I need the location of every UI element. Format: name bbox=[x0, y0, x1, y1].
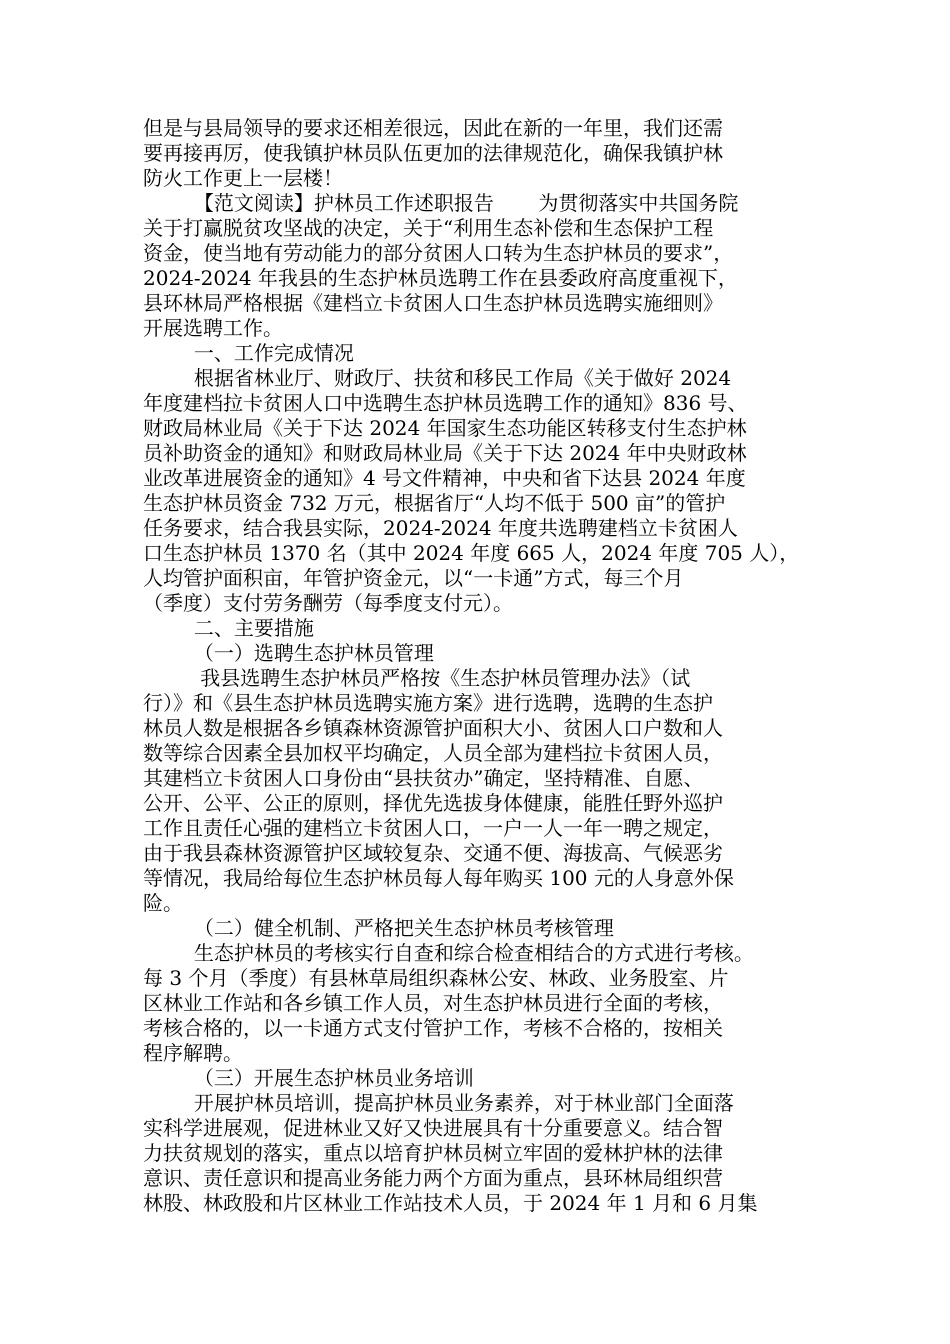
text-line: 关于打赢脱贫攻坚战的决定，关于“利用生态补偿和生态保护工程 bbox=[143, 216, 714, 240]
text-line: 考核合格的，以一卡通方式支付管护工作，考核不合格的，按相关 bbox=[143, 1016, 723, 1040]
text-line: 力扶贫规划的落实，重点以培育护林员树立牢固的爱林护林的法律 bbox=[143, 1141, 723, 1165]
text-line: 资金，使当地有劳动能力的部分贫困人口转为生态护林员的要求”， bbox=[143, 241, 734, 265]
text-line: （一）选聘生态护林员管理 bbox=[143, 641, 434, 665]
text-line: 任务要求，结合我县实际，2024-2024 年度共选聘建档立卡贫困人 bbox=[143, 516, 738, 540]
text-line: 生态护林员的考核实行自查和综合检查相结合的方式进行考核。 bbox=[143, 941, 754, 965]
text-line: 二、主要措施 bbox=[143, 616, 314, 640]
text-line: （三）开展生态护林员业务培训 bbox=[143, 1066, 474, 1090]
text-line: 年度建档拉卡贫困人口中选聘生态护林员选聘工作的通知》836 号、 bbox=[143, 391, 748, 415]
text-line: 每 3 个月（季度）有县林草局组织森林公安、林政、业务股室、片 bbox=[143, 966, 729, 990]
text-line: 员补助资金的通知》和财政局林业局《关于下达 2024 年中央财政林 bbox=[143, 441, 747, 465]
text-line: 县环林局严格根据《建档立卡贫困人口生态护林员选聘实施细则》 bbox=[143, 291, 723, 315]
text-line: 根据省林业厅、财政厅、扶贫和移民工作局《关于做好 2024 bbox=[143, 366, 732, 390]
text-line: 口生态护林员 1370 名（其中 2024 年度 665 人，2024 年度 705 人）， bbox=[143, 541, 800, 565]
text-line: 意识、责任意识和提高业务能力两个方面为重点，县环林局组织营 bbox=[143, 1166, 723, 1190]
text-line: 人均管护面积亩，年管护资金元，以“一卡通”方式，每三个月 bbox=[143, 566, 684, 590]
text-line: 由于我县森林资源管护区域较复杂、交通不便、海拔高、气候恶劣 bbox=[143, 841, 723, 865]
text-line: 等情况，我局给每位生态护林员每人每年购买 100 元的人身意外保 bbox=[143, 866, 734, 890]
text-line: 实科学进展观，促进林业又好又快进展具有十分重要意义。结合智 bbox=[143, 1116, 723, 1140]
text-line: 其建档立卡贫困人口身份由“县扶贫办”确定，坚持精准、自愿、 bbox=[143, 766, 704, 790]
text-line: 一、工作完成情况 bbox=[143, 341, 354, 365]
text-line: 程序解聘。 bbox=[143, 1041, 243, 1065]
text-line: 防火工作更上一层楼！ bbox=[143, 166, 343, 190]
text-line: 公开、公平、公正的原则，择优先选拔身体健康，能胜任野外巡护 bbox=[143, 791, 723, 815]
text-line: 林员人数是根据各乡镇森林资源管护面积大小、贫困人口户数和人 bbox=[143, 716, 723, 740]
text-line: 数等综合因素全县加权平均确定，人员全部为建档拉卡贫困人员， bbox=[143, 741, 723, 765]
body-text bbox=[143, 116, 803, 1216]
text-line: 行）》和《县生态护林员选聘实施方案》进行选聘，选聘的生态护 bbox=[143, 691, 713, 715]
text-line: 业改革进展资金的通知》4 号文件精神，中央和省下达县 2024 年度 bbox=[143, 466, 746, 490]
text-line: 开展护林员培训，提高护林员业务素养，对于林业部门全面落 bbox=[143, 1091, 734, 1115]
text-line: （季度）支付劳务酬劳（每季度支付元）。 bbox=[143, 591, 513, 615]
text-line: 生态护林员资金 732 万元，根据省厅“人均不低于 500 亩”的管护 bbox=[143, 491, 726, 515]
text-line: （二）健全机制、严格把关生态护林员考核管理 bbox=[143, 916, 614, 940]
text-line: 林股、林政股和片区林业工作站技术人员，于 2024 年 1 月和 6 月集 bbox=[143, 1191, 758, 1215]
text-line: 区林业工作站和各乡镇工作人员，对生态护林员进行全面的考核， bbox=[143, 991, 723, 1015]
text-line: 【范文阅读】护林员工作述职报告 为贯彻落实中共国务院 bbox=[143, 191, 739, 215]
text-line: 开展选聘工作。 bbox=[143, 316, 283, 340]
text-line: 险。 bbox=[143, 891, 183, 915]
text-line: 我县选聘生态护林员严格按《生态护林员管理办法》（试 bbox=[143, 666, 691, 690]
text-line: 2024-2024 年我县的生态护林员选聘工作在县委政府高度重视下， bbox=[143, 266, 738, 290]
text-line: 但是与县局领导的要求还相差很远，因此在新的一年里，我们还需 bbox=[143, 116, 723, 140]
text-line: 财政局林业局《关于下达 2024 年国家生态功能区转移支付生态护林 bbox=[143, 416, 747, 440]
text-line: 要再接再厉，使我镇护林员队伍更加的法律规范化，确保我镇护林 bbox=[143, 141, 723, 165]
text-line: 工作且责任心强的建档立卡贫困人口，一户一人一年一聘之规定， bbox=[143, 816, 723, 840]
